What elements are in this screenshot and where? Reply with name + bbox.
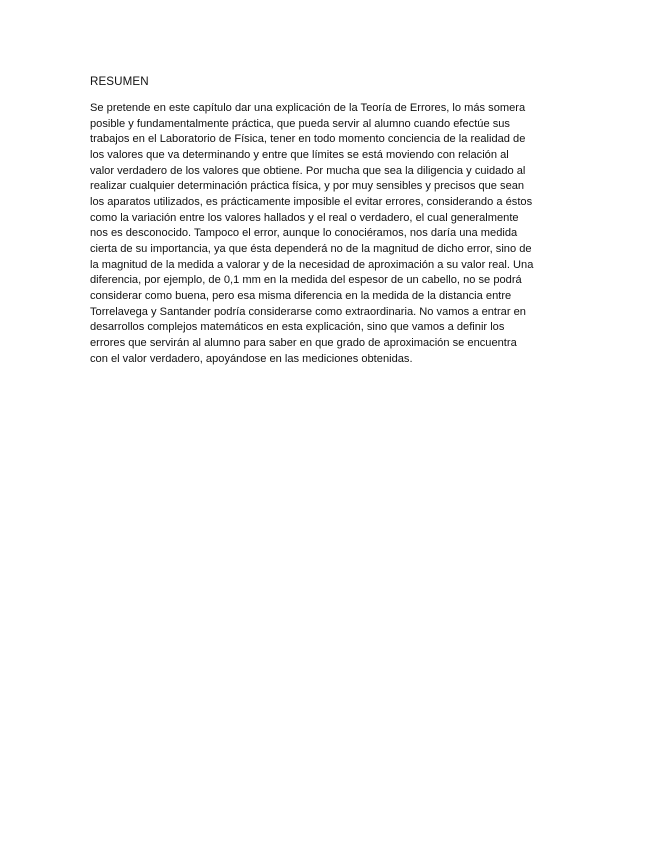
section-heading: RESUMEN: [90, 75, 149, 88]
paragraph-line: con el valor verdadero, apoyándose en las mediciones obtenidas.: [90, 352, 413, 365]
paragraph-line: los valores que va determinando y entre que límites se está moviendo con relación al: [90, 148, 509, 161]
paragraph-line: como la variación entre los valores hallados y el real o verdadero, el cual generalmente: [90, 211, 519, 224]
paragraph-line: cierta de su importancia, ya que ésta dependerá no de la magnitud de dicho error, sino de: [90, 242, 532, 255]
paragraph-line: considerar como buena, pero esa misma diferencia en la medida de la distancia entre: [90, 289, 512, 302]
paragraph-line: errores que servirán al alumno para saber en que grado de aproximación se encuentra: [90, 336, 517, 349]
paragraph-line: Se pretende en este capítulo dar una explicación de la Teoría de Errores, lo más somera: [90, 102, 526, 114]
paragraph-line: desarrollos complejos matemáticos en esta explicación, sino que vamos a definir los: [90, 321, 505, 334]
paragraph-line: trabajos en el Laboratorio de Física, tener en todo momento conciencia de la realidad de: [90, 133, 526, 146]
paragraph-line: realizar cualquier determinación práctica física, y por muy sensibles y precisos que sean: [90, 180, 525, 193]
paragraph-line: diferencia, por ejemplo, de 0,1 mm en la medida del espesor de un cabello, no se podrá: [90, 274, 522, 287]
paragraph-line: nos es desconocido. Tampoco el error, aunque lo conociéramos, nos daría una medida: [90, 227, 518, 240]
paragraph-line: valor verdadero de los valores que obtiene. Por mucha que sea la diligencia y cuidado al: [90, 164, 526, 177]
paragraph-line: la magnitud de la medida a valorar y de la necesidad de aproximación a su valor real. Una: [90, 258, 534, 271]
paragraph-line: Torrelavega y Santander podría considerarse como extraordinaria. No vamos a entrar en: [90, 305, 526, 318]
paragraph-line: los aparatos utilizados, es prácticamente imposible el evitar errores, considerando a éstos: [90, 195, 533, 208]
paragraph-line: posible y fundamentalmente práctica, que pueda servir al alumno cuando efectúe sus: [90, 117, 510, 130]
summary-paragraph: [90, 101, 570, 367]
